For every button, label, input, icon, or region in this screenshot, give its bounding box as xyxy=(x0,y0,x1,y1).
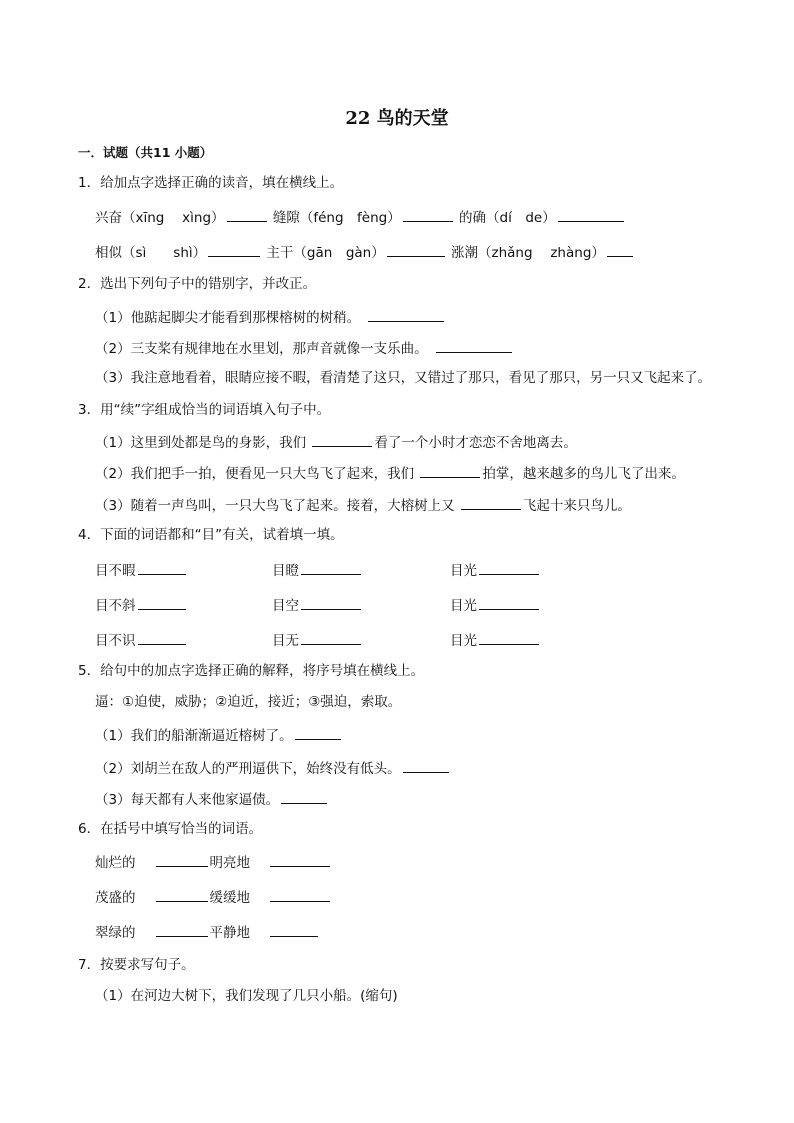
q3-item-1 xyxy=(95,432,577,452)
q1-word-4: 相似（sì shì） xyxy=(95,245,207,261)
q3-item-text: （1）这里到处都是鸟的身影，我们 xyxy=(95,435,311,451)
answer-blank[interactable] xyxy=(156,922,208,937)
q6-word: 灿烂的 xyxy=(95,855,136,871)
q4-stem: 4．下面的词语都和“目”有关，试着填一填。 xyxy=(78,527,344,543)
q5-definition: 逼：①迫使，威胁；②迫近，接近；③强迫，索取。 xyxy=(95,694,402,710)
answer-blank[interactable] xyxy=(301,595,361,610)
q4-cell xyxy=(272,595,363,615)
q6-row xyxy=(95,922,320,942)
answer-blank[interactable] xyxy=(281,789,327,804)
q4-word: 目瞪 xyxy=(272,563,299,579)
q4-word: 目不斜 xyxy=(95,598,136,614)
q3-item-text: 拍掌，越来越多的鸟儿飞了出来。 xyxy=(482,466,685,482)
answer-blank[interactable] xyxy=(403,207,453,222)
q4-cell xyxy=(272,560,363,580)
q6-stem: 6．在括号中填写恰当的词语。 xyxy=(78,821,263,837)
answer-blank[interactable] xyxy=(387,242,445,257)
q4-word: 目光 xyxy=(450,633,477,649)
q3-item-2 xyxy=(95,463,685,483)
q1-word-2: 缝隙（féng fèng） xyxy=(272,210,401,226)
q6-word: 平静地 xyxy=(209,925,250,941)
q2-item-1 xyxy=(95,307,446,327)
section-heading: 一．试题（共11 小题） xyxy=(78,145,213,160)
page-title: 22 鸟的天堂 xyxy=(345,108,449,129)
q6-word: 缓缓地 xyxy=(209,890,250,906)
answer-blank[interactable] xyxy=(156,852,208,867)
answer-blank[interactable] xyxy=(270,922,318,937)
q4-word: 目不识 xyxy=(95,633,136,649)
q4-word: 目光 xyxy=(450,598,477,614)
q3-item-text: （2）我们把手一拍，便看见一只大鸟飞了起来，我们 xyxy=(95,466,419,482)
answer-blank[interactable] xyxy=(368,307,444,322)
q5-item-text: （2）刘胡兰在敌人的严刑逼供下，始终没有低头。 xyxy=(95,761,401,777)
answer-blank[interactable] xyxy=(436,338,512,353)
q2-item-3: （3）我注意地看着，眼睛应接不暇，看清楚了这只，又错过了那只，看见了那只，另一只又飞起来了。 xyxy=(95,370,712,386)
q4-cell xyxy=(95,560,188,580)
q1-row2 xyxy=(95,242,635,262)
q5-stem: 5．给句中的加点字选择正确的解释，将序号填在横线上。 xyxy=(78,663,425,679)
answer-blank[interactable] xyxy=(301,560,361,575)
answer-blank[interactable] xyxy=(295,725,341,740)
q4-word: 目空 xyxy=(272,598,299,614)
q7-item-1: （1）在河边大树下，我们发现了几只小船。(缩句) xyxy=(95,988,398,1004)
answer-blank[interactable] xyxy=(301,630,361,645)
answer-blank[interactable] xyxy=(420,463,480,478)
q3-item-text: 看了一个小时才恋恋不舍地离去。 xyxy=(374,435,577,451)
q7-stem: 7．按要求写句子。 xyxy=(78,957,195,973)
q4-cell xyxy=(450,595,541,615)
q5-item-1 xyxy=(95,725,343,745)
q3-stem: 3．用“续”字组成恰当的词语填入句子中。 xyxy=(78,402,331,418)
q2-item-text: （2）三支桨有规律地在水里划，那声音就像一支乐曲。 xyxy=(95,341,428,357)
q3-item-text: 飞起十来只鸟儿。 xyxy=(522,498,631,514)
q6-row xyxy=(95,852,332,872)
answer-blank[interactable] xyxy=(208,242,260,257)
q4-cell xyxy=(272,630,363,650)
q1-row1 xyxy=(95,207,626,227)
q5-item-3 xyxy=(95,789,329,809)
answer-blank[interactable] xyxy=(227,207,267,222)
q5-item-text: （1）我们的船渐渐逼近榕树了。 xyxy=(95,728,293,744)
answer-blank[interactable] xyxy=(138,630,186,645)
answer-blank[interactable] xyxy=(479,595,539,610)
answer-blank[interactable] xyxy=(403,758,449,773)
q6-word: 茂盛的 xyxy=(95,890,136,906)
q1-word-3: 的确（dí de） xyxy=(459,210,556,226)
q2-item-2 xyxy=(95,338,514,358)
q1-word-6: 涨潮（zhǎng zhàng） xyxy=(451,245,605,261)
answer-blank[interactable] xyxy=(156,887,208,902)
q5-item-2 xyxy=(95,758,451,778)
answer-blank[interactable] xyxy=(138,560,186,575)
q4-word: 目光 xyxy=(450,563,477,579)
q2-stem: 2．选出下列句子中的错别字，并改正。 xyxy=(78,276,317,292)
q4-cell xyxy=(450,630,541,650)
q1-word-1: 兴奋（xīng xìng） xyxy=(95,210,225,226)
answer-blank[interactable] xyxy=(479,560,539,575)
q5-item-text: （3）每天都有人来他家逼债。 xyxy=(95,792,280,808)
answer-blank[interactable] xyxy=(270,852,330,867)
q4-cell xyxy=(95,630,188,650)
q4-word: 目不暇 xyxy=(95,563,136,579)
answer-blank[interactable] xyxy=(312,432,372,447)
q4-cell xyxy=(450,560,541,580)
answer-blank[interactable] xyxy=(138,595,186,610)
q1-word-5: 主干（gān gàn） xyxy=(266,245,385,261)
q4-cell xyxy=(95,595,188,615)
q1-stem: 1．给加点字选择正确的读音，填在横线上。 xyxy=(78,175,344,191)
q4-word: 目无 xyxy=(272,633,299,649)
answer-blank[interactable] xyxy=(558,207,624,222)
q6-word: 翠绿的 xyxy=(95,925,136,941)
q3-item-3 xyxy=(95,495,631,515)
q6-word: 明亮地 xyxy=(209,855,250,871)
q6-row xyxy=(95,887,332,907)
answer-blank[interactable] xyxy=(607,242,633,257)
q3-item-text: （3）随着一声鸟叫，一只大鸟飞了起来。接着，大榕树上又 xyxy=(95,498,459,514)
q2-item-text: （1）他踮起脚尖才能看到那棵榕树的树稍。 xyxy=(95,310,361,326)
answer-blank[interactable] xyxy=(270,887,330,902)
answer-blank[interactable] xyxy=(479,630,539,645)
answer-blank[interactable] xyxy=(461,495,521,510)
